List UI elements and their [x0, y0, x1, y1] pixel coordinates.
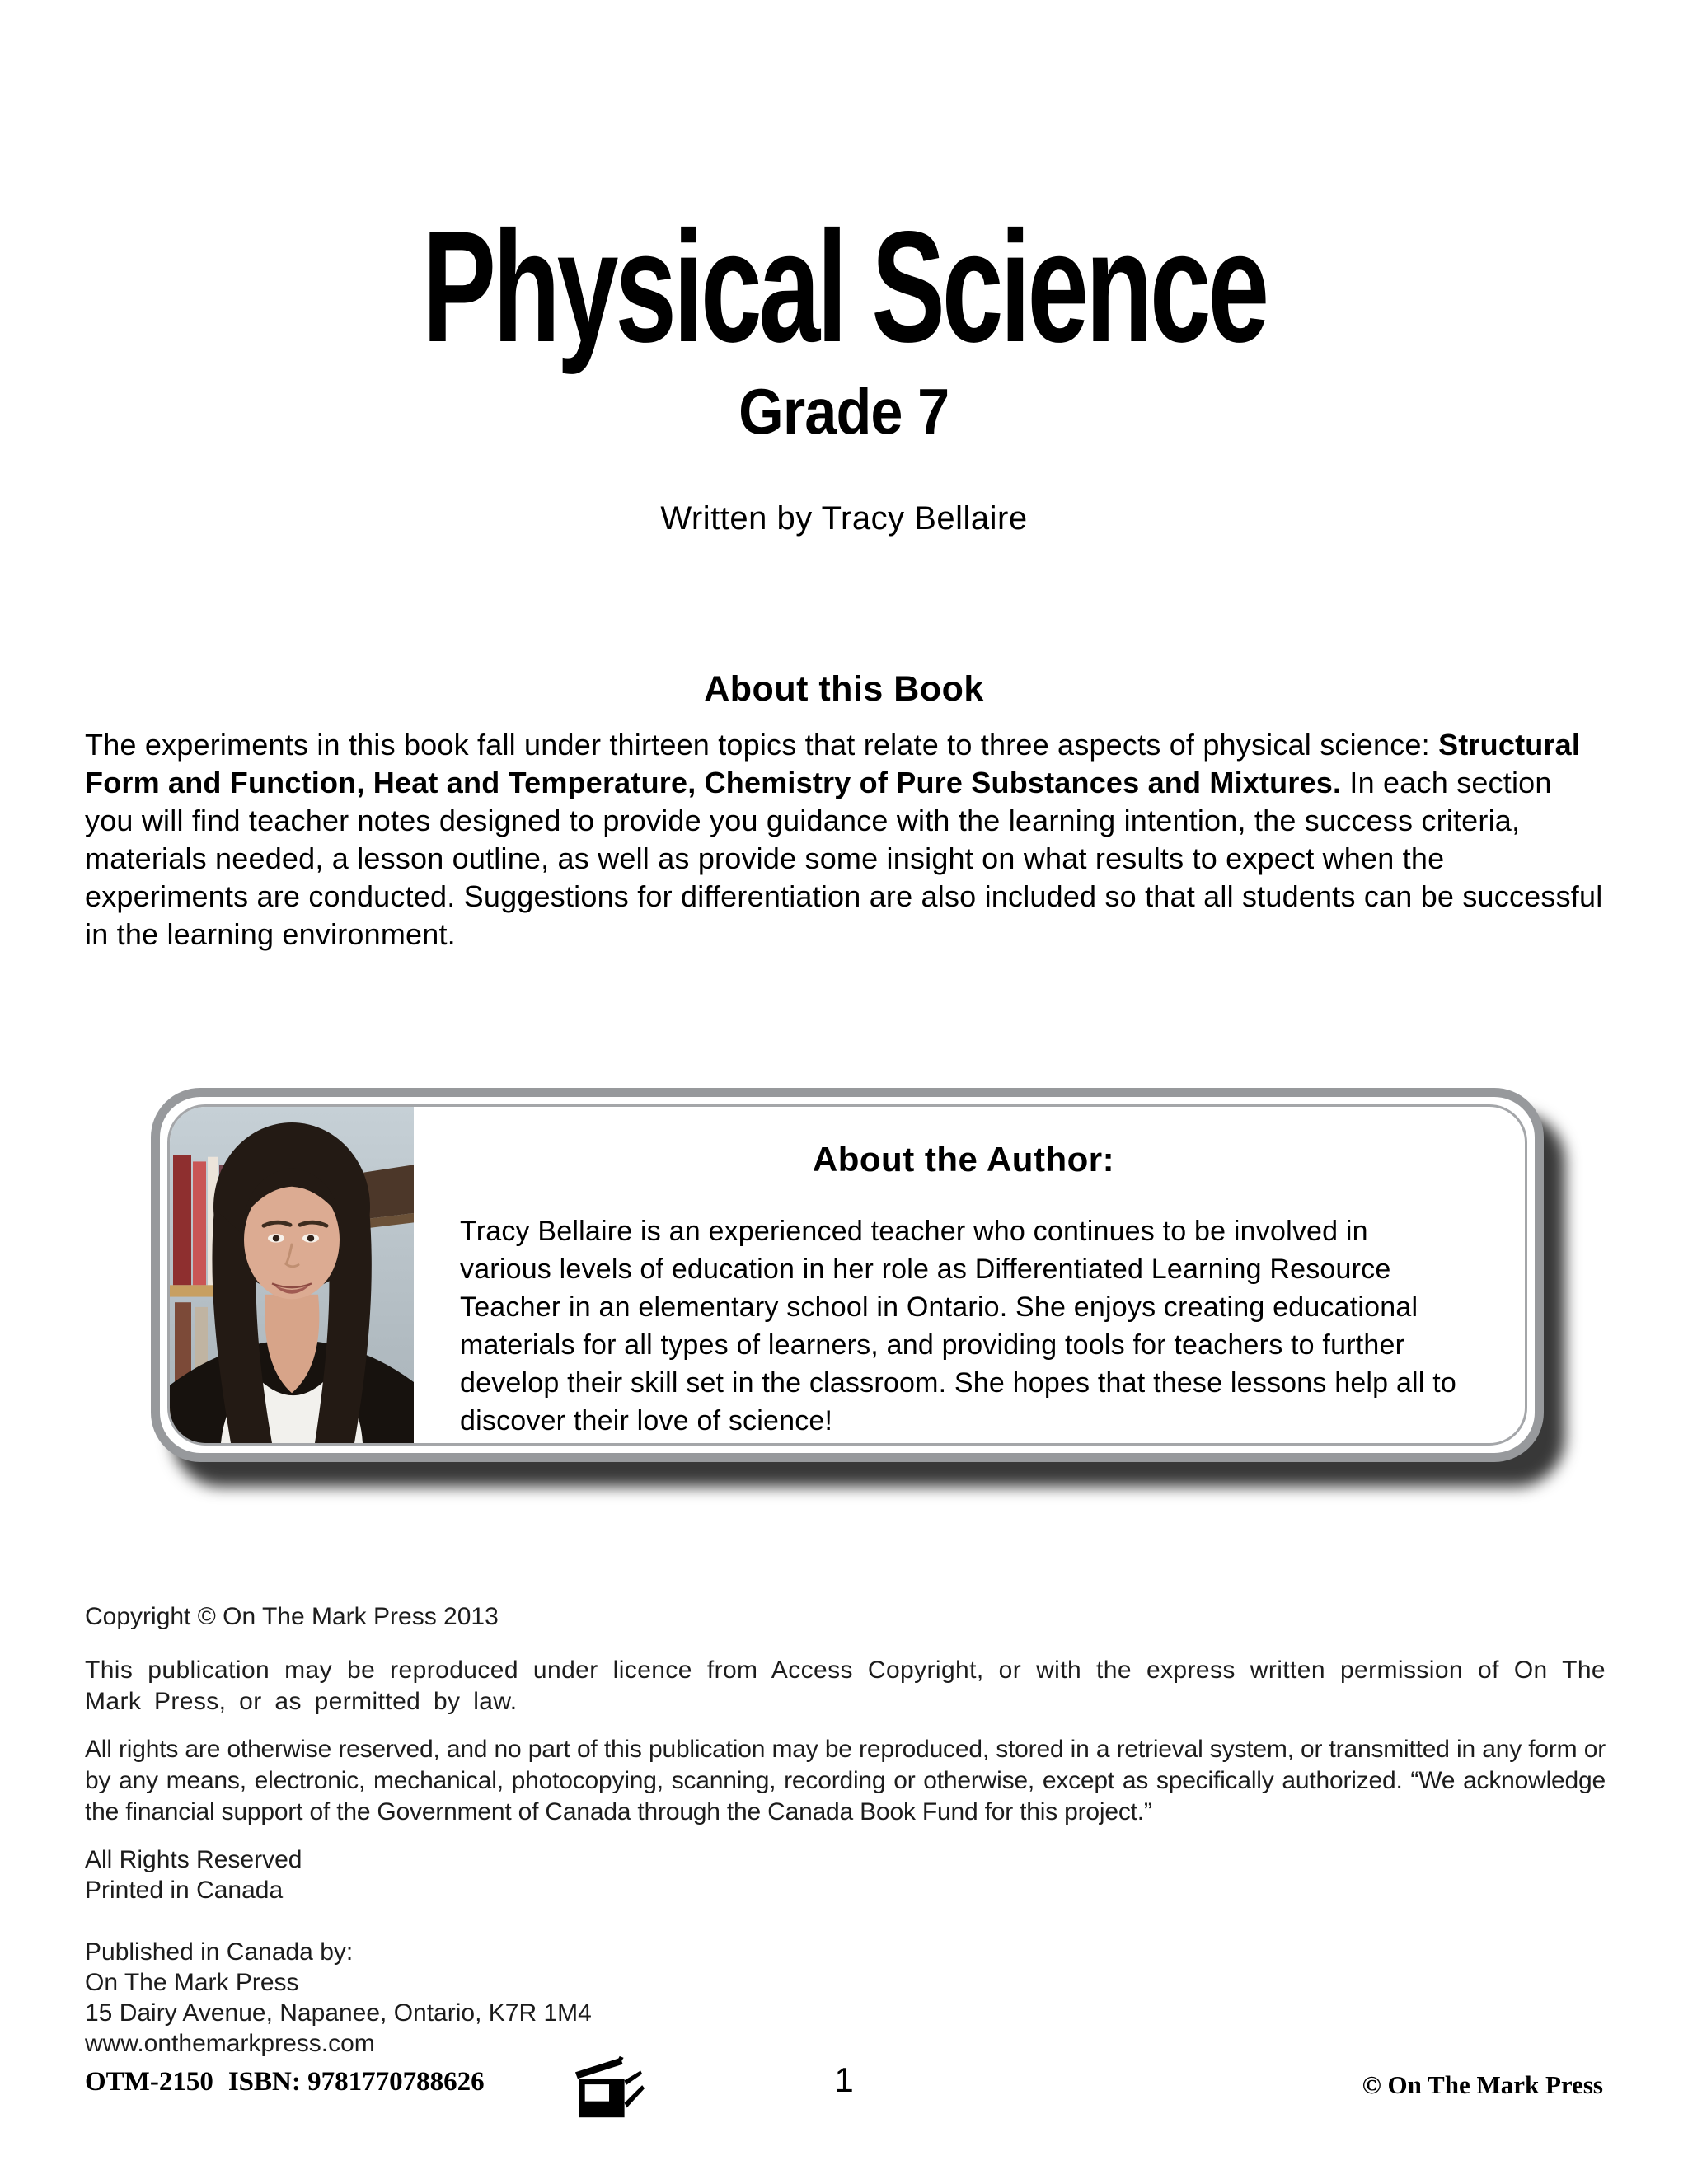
author-box-inner-frame [167, 1104, 1527, 1446]
page-number: 1 [834, 2060, 854, 2099]
about-book-heading: About this Book [704, 668, 984, 709]
product-code: OTM-2150 [85, 2067, 213, 2097]
byline: Written by Tracy Bellaire [660, 500, 1028, 537]
all-rights-reserved-line: All Rights Reserved [85, 1846, 302, 1873]
about-author-box [151, 1088, 1544, 1462]
grade-subtitle: Grade 7 [738, 375, 950, 448]
about-author-paragraph: Tracy Bellaire is an experienced teacher who continues to be involved in various levels of education in her role as Differentiated Learning Resource Teacher in an elementary school in Ontario. She enjoys creating educational materials for all types of learners, and providing tools for teachers to further develop their skill set in the classroom. She hopes that these lessons help all to discover their love of science! [460, 1216, 1456, 1436]
licence-paragraph: This publication may be reproduced under licence from Access Copyright, or with the express written permission of On The Mark Press, or as permitted by law. [85, 1657, 1606, 1715]
publisher-block [85, 1937, 1606, 2059]
isbn: ISBN: 9781770788626 [227, 2067, 485, 2097]
published-in-canada-label: Published in Canada by: [85, 1938, 354, 1966]
copyright-block [85, 1601, 1606, 2059]
author-box-content [414, 1107, 1525, 1443]
rights-printed-lines [85, 1844, 1606, 1905]
about-book-topics-bold: Structural Form and Function, Heat and Temperature, Chemistry of Pure Substances and Mixtures. [85, 728, 1581, 799]
publisher-website: www.onthemarkpress.com [85, 2030, 375, 2057]
title-block [0, 198, 1688, 537]
publisher-name: On The Mark Press [85, 1969, 299, 1996]
about-book-paragraph [85, 726, 1606, 954]
rights-reserved-paragraph: All rights are otherwise reserved, and no part of this publication may be reproduced, stored in a retrieval system, or transmitted in any form or by any means, electronic, mechanical, photocopying, scanning, recording or otherwise, except as specifically authorized. “We acknowledge the financial support of the Government of Canada through the Canada Book Fund for this project.” [85, 1736, 1606, 1825]
page-title: Physical Science [422, 198, 1266, 375]
about-author-heading: About the Author: [812, 1140, 1115, 1179]
page-footer [85, 2055, 1603, 2130]
press-copyright: © On The Mark Press [1362, 2070, 1603, 2099]
about-book-intro-text: The experiments in this book fall under thirteen topics that relate to three aspects of physical science: [85, 728, 1439, 762]
publisher-address: 15 Dairy Avenue, Napanee, Ontario, K7R 1M4 [85, 1999, 592, 2027]
copyright-line: Copyright © On The Mark Press 2013 [85, 1603, 499, 1630]
author-photo [170, 1107, 414, 1443]
about-book-details-text: In each section you will find teacher notes designed to provide you guidance with the learning intention, the success criteria, materials needed, a lesson outline, as well as provide some insight on what results to expect when the experiments are conducted. Suggestions for differentiation are also included so that all students can be successful in the learning environment. [85, 766, 1603, 951]
printed-in-canada-line: Printed in Canada [85, 1877, 284, 1904]
